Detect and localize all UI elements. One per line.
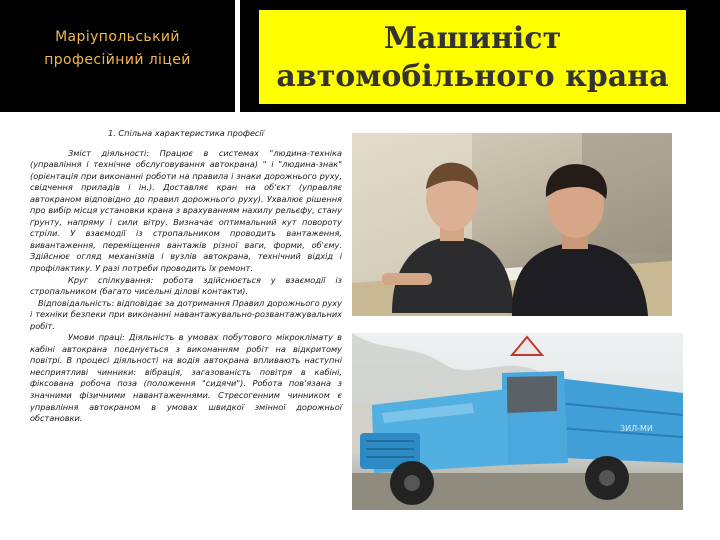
paragraph-content: Зміст діяльності: Працює в системах "людина-техніка (управління і технічне обслуговування автокрана) " і "людина-знак" (орієнтація при виконанні роботи на правила і знаки дорожнього руху, свідчення приладів і ін.). Доставляє кран на об'єкт (управляє автокраном відповідно до правил дорожнього руху). Ухвалює рішення про вибір місця установки крана з врахуванням нахилу рельєфу, стану ґрунту, напряму і сили вітру. Визначає оптимальний кут повороту стріли. У взаємодії із стропальником проводить вантаження, вивантаження, переміщення вантажів різної ваги, форми, об'єму. Здійснює огляд механізмів і вузлів автокрана, технічний відхід і профілактику. У разі потреби проводить їх ремонт. — [30, 147, 342, 274]
paragraph-conditions: Умови праці: Діяльність в умовах побутового мікроклімату в кабіні автокрана поєднується з виконанням робіт на відкритому повітрі. В процесі діяльності на водія автокрана впливають наступні несприятливі чинники: вібрація, загазованість повітря в кабіні, фіксована робоча поза (положення "сидячи"). Робота пов'язана з значними фізичними навантаженнями. Стресогенним чинником є управління автокраном в умовах швидкої змінної дорожньої обстановки. — [30, 332, 342, 424]
svg-text:ЗИЛ-МИ: ЗИЛ-МИ — [620, 424, 653, 433]
paragraph-communication: Круг спілкування: робота здійснюється у взаємодії із стропальником (багато чисельні ділові контакти). — [30, 274, 342, 297]
organization-name — [0, 26, 235, 72]
students-photo — [352, 133, 672, 316]
description-text-column — [30, 128, 342, 425]
truck-illustration — [352, 333, 683, 510]
organization-line-1: Маріупольський — [55, 29, 180, 45]
page-title — [259, 20, 686, 96]
organization-line-2: професійний ліцей — [44, 52, 191, 68]
left-header-panel — [0, 0, 235, 112]
section-heading: 1. Спільна характеристика професії — [108, 128, 264, 138]
title-line-1: Машиніст — [383, 21, 562, 56]
title-line-2: автомобільного крана — [276, 59, 669, 94]
truck-photo — [352, 333, 683, 510]
paragraph-responsibility: Відповідальність: відповідає за дотримання Правил дорожнього руху і техніки безпеки при виконанні навантажувально-розвантажувальних робіт. — [30, 297, 342, 331]
students-illustration — [352, 133, 672, 316]
title-box — [259, 10, 686, 104]
